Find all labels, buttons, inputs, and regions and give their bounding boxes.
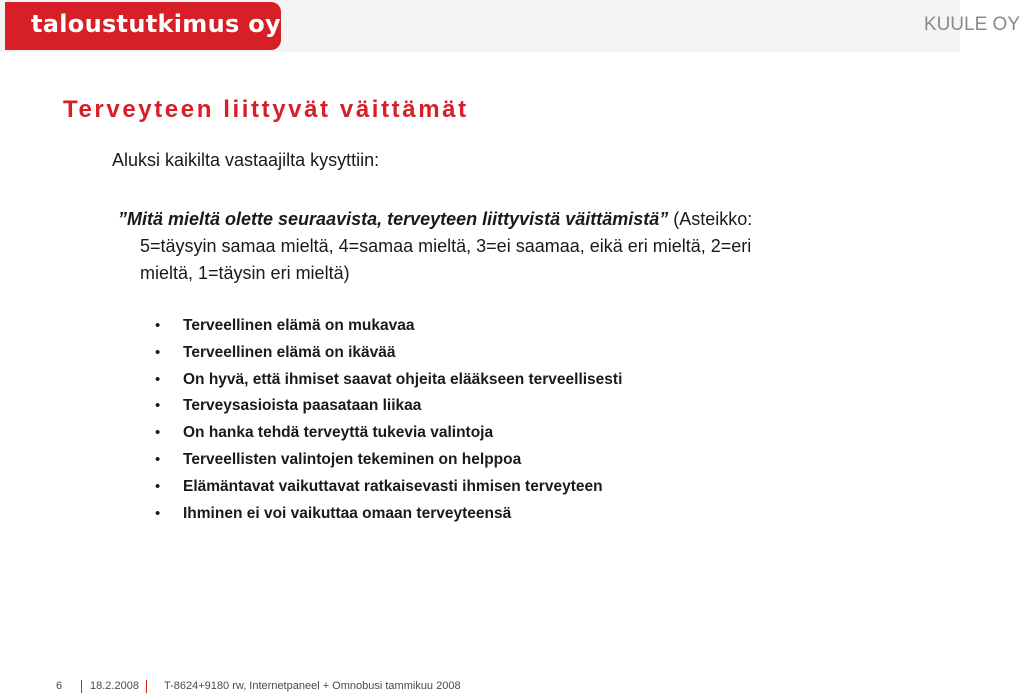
footer-survey-info: T-8624+9180 rw, Internetpaneel + Omnobusi tammikuu 2008 <box>164 680 461 692</box>
question-close-quote: ” <box>659 209 669 229</box>
list-item <box>155 474 622 501</box>
question-text: Mitä mieltä olette seuraavista, terveyteen liittyvistä väittämistä <box>127 209 660 229</box>
bullet: • <box>155 504 161 522</box>
statement-list <box>155 313 622 527</box>
bullet: • <box>155 317 161 334</box>
statement-text: Ihminen ei voi vaikuttaa omaan terveyteensä <box>183 504 512 522</box>
question-open-quote: ” <box>118 209 127 229</box>
list-item <box>155 420 622 447</box>
statement-text: On hanka tehdä terveyttä tukevia valintoja <box>183 424 494 442</box>
bullet: • <box>155 424 161 442</box>
bullet: • <box>155 397 161 415</box>
list-item <box>155 340 622 367</box>
client-name: KUULE OY <box>923 14 1020 35</box>
statement-text: Terveellinen elämä on ikävää <box>183 343 396 361</box>
footer-divider <box>81 680 82 693</box>
bullet: • <box>155 343 161 361</box>
statement-text: On hyvä, että ihmiset saavat ohjeita elääkseen terveellisesti <box>183 370 623 388</box>
statement-text: Elämäntavat vaikuttavat ratkaisevasti ihmisen terveyteen <box>183 477 603 495</box>
list-item <box>155 447 622 474</box>
footer <box>0 680 960 696</box>
brand-name: taloustutkimus oy <box>31 10 281 38</box>
bullet: • <box>155 450 161 468</box>
list-item <box>155 501 622 528</box>
footer-date: 18.2.2008 <box>90 680 139 692</box>
statement-text: Terveellisten valintojen tekeminen on helppoa <box>183 450 522 468</box>
statement-text: Terveellinen elämä on mukavaa <box>183 317 415 334</box>
brand-logo <box>5 2 281 50</box>
statement-text: Terveysasioista paasataan liikaa <box>183 397 422 415</box>
scale-label: (Asteikko: <box>668 209 753 229</box>
intro-text: Aluksi kaikilta vastaajilta kysyttiin: <box>112 150 380 170</box>
scale-definition-2: mieltä, 1=täysin eri mieltä) <box>140 263 350 283</box>
list-item <box>155 367 622 394</box>
bullet: • <box>155 370 161 388</box>
list-item <box>155 313 622 340</box>
page-number: 6 <box>56 680 63 692</box>
page-title: Terveyteen liittyvät väittämät <box>63 96 469 123</box>
list-item <box>155 393 622 420</box>
footer-divider <box>146 680 147 693</box>
bullet: • <box>155 477 161 495</box>
scale-definition-1: 5=täysyin samaa mieltä, 4=samaa mieltä, 3=ei saamaa, eikä eri mieltä, 2=eri <box>140 236 752 256</box>
survey-question <box>118 206 888 287</box>
